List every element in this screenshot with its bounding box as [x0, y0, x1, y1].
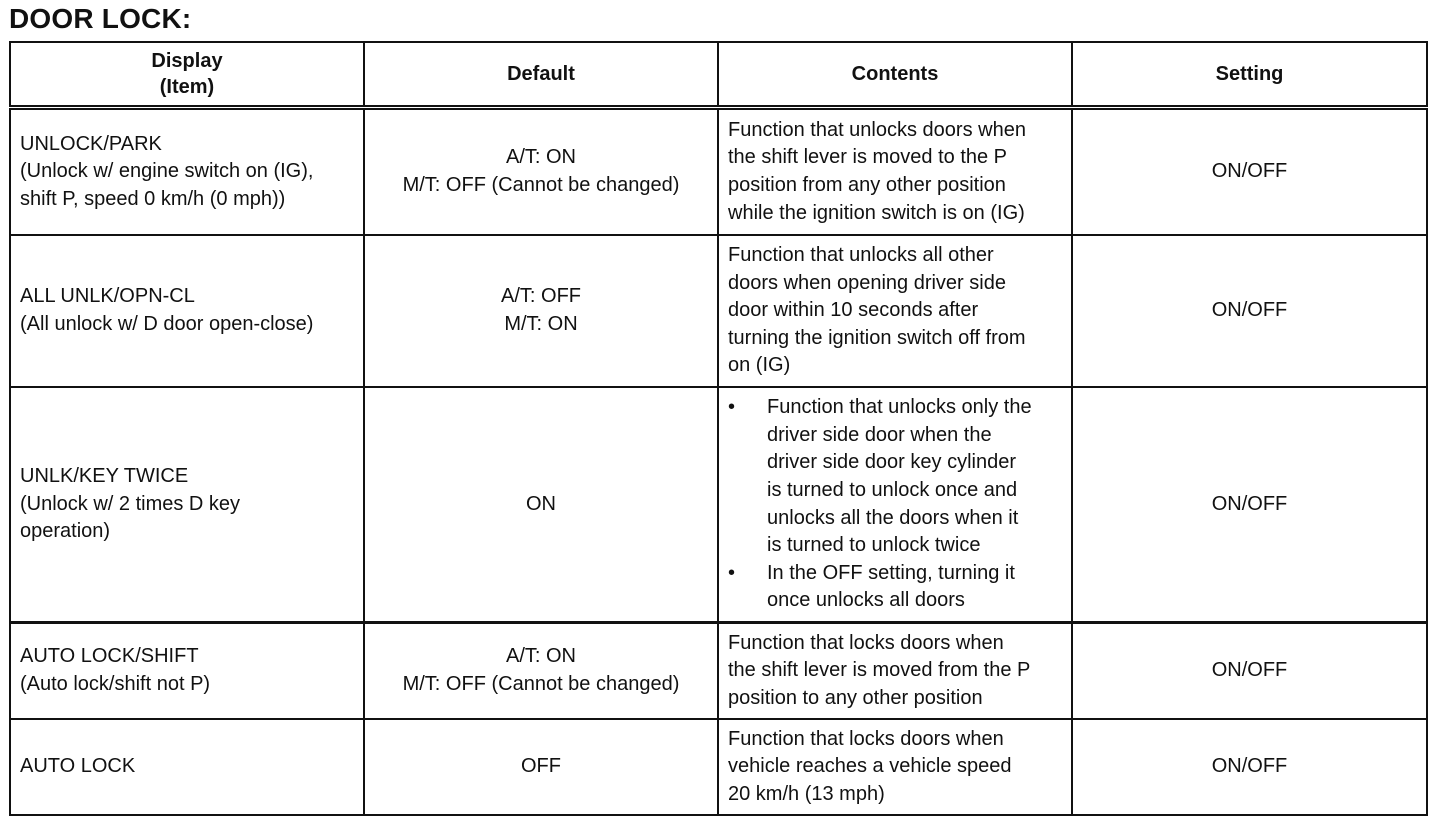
row-default-cell: ON	[364, 387, 718, 623]
contents-line: position to any other position	[728, 686, 983, 709]
contents-line: Function that locks doors when	[728, 631, 1004, 654]
contents-line: vehicle reaches a vehicle speed	[728, 755, 1012, 778]
contents-line: on (IG)	[728, 354, 791, 377]
contents-line: door within 10 seconds after	[728, 299, 979, 322]
bullet-icon: •	[728, 396, 736, 419]
contents-line: is turned to unlock twice	[767, 534, 981, 557]
row-setting-cell: ON/OFF	[1072, 387, 1427, 623]
contents-line: In the OFF setting, turning it	[767, 561, 1015, 584]
default-line: A/T: ON	[505, 146, 576, 169]
header-contents: Contents	[718, 42, 1072, 108]
row-contents-cell	[718, 719, 1072, 815]
row-item-cell	[10, 108, 364, 236]
table-row	[10, 719, 1427, 815]
item-line: (Unlock w/ 2 times D key	[20, 492, 241, 515]
contents-line: Function that unlocks all other	[728, 244, 994, 267]
row-setting-cell: ON/OFF	[1072, 623, 1427, 720]
list-item	[728, 394, 1062, 560]
row-default-cell	[364, 108, 718, 236]
item-line: ALL UNLK/OPN-CL	[20, 285, 195, 308]
contents-line: once unlocks all doors	[767, 589, 965, 612]
table-row	[10, 623, 1427, 720]
contents-line: driver side door when the	[767, 423, 992, 446]
header-display-item	[10, 42, 364, 108]
row-contents-cell	[718, 108, 1072, 236]
row-item-cell	[10, 235, 364, 387]
page-title: DOOR LOCK:	[9, 3, 192, 34]
default-line: M/T: OFF (Cannot be changed)	[402, 673, 680, 695]
header-setting: Setting	[1072, 42, 1427, 108]
contents-line: the shift lever is moved from the P	[728, 659, 1031, 682]
default-line: A/T: OFF	[501, 285, 581, 308]
item-line: operation)	[20, 520, 111, 543]
contents-line: Function that unlocks doors when	[728, 118, 1026, 141]
item-line: UNLOCK/PARK	[20, 132, 162, 155]
row-setting-cell: ON/OFF	[1072, 235, 1427, 387]
row-item-cell	[10, 623, 364, 720]
row-contents-cell	[718, 623, 1072, 720]
contents-line: Function that unlocks only the	[767, 396, 1032, 419]
default-line: M/T: ON	[504, 313, 578, 335]
contents-line: while the ignition switch is on (IG)	[728, 201, 1025, 224]
item-line: (Unlock w/ engine switch on (IG),	[20, 160, 314, 183]
contents-line: position from any other position	[728, 174, 1006, 196]
row-contents-cell	[718, 235, 1072, 387]
row-contents-cell	[718, 387, 1072, 623]
row-item-cell: AUTO LOCK	[10, 719, 364, 815]
item-line: UNLK/KEY TWICE	[20, 465, 189, 488]
table-row	[10, 387, 1427, 623]
bullet-icon: •	[728, 561, 736, 584]
table-row	[10, 235, 1427, 387]
default-line: A/T: ON	[505, 645, 576, 668]
table-row	[10, 108, 1427, 236]
header-item-label: (Item)	[159, 76, 215, 98]
item-line: (All unlock w/ D door open-close)	[20, 313, 314, 335]
contents-line: the shift lever is moved to the P	[728, 146, 1008, 169]
row-setting-cell: ON/OFF	[1072, 108, 1427, 236]
header-display-label: Display	[151, 50, 223, 72]
item-line: shift P, speed 0 km/h (0 mph))	[20, 187, 286, 210]
contents-line: 20 km/h (13 mph)	[728, 782, 885, 805]
item-line: (Auto lock/shift not P)	[20, 673, 211, 695]
item-line: AUTO LOCK/SHIFT	[20, 645, 199, 668]
row-item-cell	[10, 387, 364, 623]
contents-line: is turned to unlock once and	[767, 478, 1018, 501]
contents-line: turning the ignition switch off from	[728, 326, 1026, 349]
contents-bullet-list	[728, 394, 1062, 615]
row-default-cell	[364, 623, 718, 720]
contents-line: unlocks all the doors when it	[767, 506, 1019, 529]
header-default: Default	[364, 42, 718, 108]
door-lock-settings-table	[9, 41, 1428, 816]
default-line: M/T: OFF (Cannot be changed)	[402, 174, 680, 196]
table-header-row	[10, 42, 1427, 108]
contents-line: doors when opening driver side	[728, 271, 1006, 294]
row-default-cell: OFF	[364, 719, 718, 815]
contents-line: Function that locks doors when	[728, 727, 1004, 750]
row-setting-cell: ON/OFF	[1072, 719, 1427, 815]
row-default-cell	[364, 235, 718, 387]
list-item	[728, 560, 1062, 615]
contents-line: driver side door key cylinder	[767, 451, 1016, 474]
